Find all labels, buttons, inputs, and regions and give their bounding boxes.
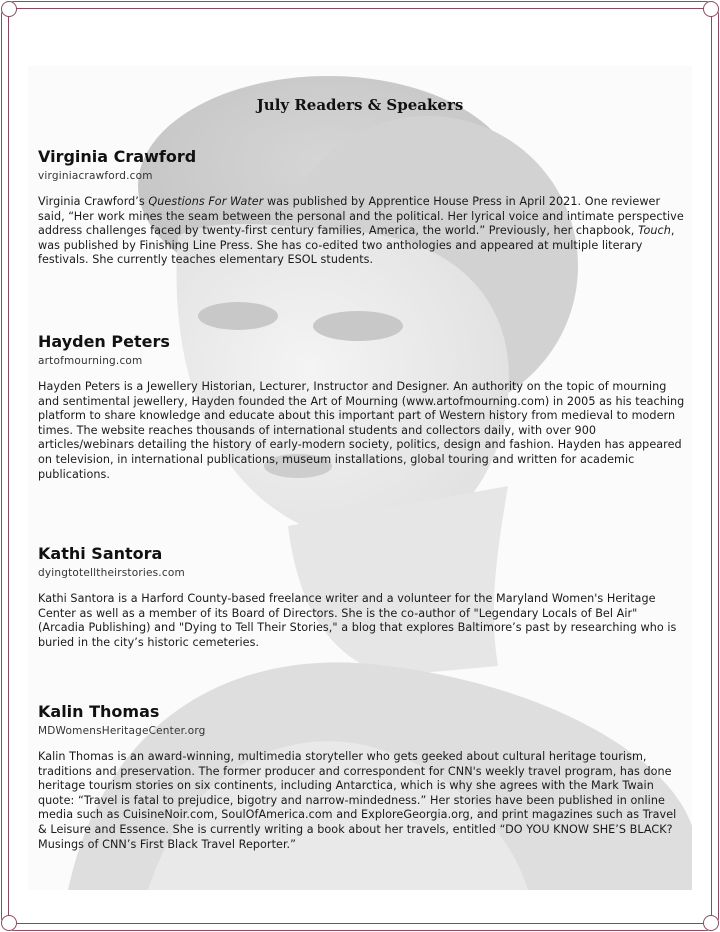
book-title: Questions For Water <box>148 195 264 208</box>
speaker-bio: Virginia Crawford’s Questions For Water was published by Apprentice House Press in April 2021. One reviewer said, “Her work mines the seam between the personal and the political. Her lyrical voice and intimate perspective address challenges faced by twenty-first century families, America, the world.” Previously, her chapbook, Touch, was published by Finishing Line Press. She has co-edited two anthologies and appeared at multiple literary festivals. She currently teaches elementary ESOL students. <box>38 195 684 267</box>
speaker-bio: Kalin Thomas is an award-winning, multimedia storyteller who gets geeked about cultural heritage tourism, traditions and preservation. The former producer and correspondent for CNN's weekly travel program, has done heritage tourism stories on six continents, including Antarctica, which is why she agrees with the Mark Twain quote: “Travel is fatal to prejudice, bigotry and narrow-mindedness.” Her stories have been published in online media such as CuisineNoir.com, SoulOfAmerica.com and ExploreGeorgia.org, and print magazines such as Travel & Leisure and Essence. She is currently writing a book about her travels, entitled “DO YOU KNOW SHE’S BLACK? Musings of CNN’s First Black Travel Reporter.” <box>38 750 677 851</box>
speaker-website[interactable]: MDWomensHeritageCenter.org <box>38 725 206 737</box>
speaker-name: Kathi Santora <box>38 544 163 563</box>
corner-ornament <box>703 1 719 17</box>
speaker-section <box>38 147 686 268</box>
speaker-website[interactable]: artofmourning.com <box>38 355 143 367</box>
corner-ornament <box>703 915 719 931</box>
speaker-section <box>38 332 686 482</box>
speaker-section <box>38 544 686 650</box>
speaker-website[interactable]: virginiacrawford.com <box>38 170 153 182</box>
speaker-website[interactable]: dyingtotelltheirstories.com <box>38 567 185 579</box>
speaker-name: Kalin Thomas <box>38 702 160 721</box>
corner-ornament <box>1 915 17 931</box>
page-title: July Readers & Speakers <box>256 96 464 114</box>
speaker-bio: Kathi Santora is a Harford County-based freelance writer and a volunteer for the Maryland Women's Heritage Center as well as a member of its Board of Directors. She is the co-author of "Legendary Locals of Bel Air" (Arcadia Publishing) and "Dying to Tell Their Stories," a blog that explores Baltimore’s past by researching who is buried in the city’s historic cemeteries. <box>38 592 677 649</box>
speaker-name: Virginia Crawford <box>38 147 197 166</box>
speaker-bio: Hayden Peters is a Jewellery Historian, Lecturer, Instructor and Designer. An authority on the topic of mourning and sentimental jewellery, Hayden founded the Art of Mourning (www.artofmourning.com) in 2005 as his teaching platform to share knowledge and educate about this important part of Western history from medieval to modern times. The website reaches thousands of international students and collectors daily, with over 900 articles/webinars detailing the history of early-modern society, politics, design and fashion. Hayden has appeared on television, in international publications, museum installations, global touring and written for academic publications. <box>38 380 685 481</box>
speaker-name: Hayden Peters <box>38 332 170 351</box>
corner-ornament <box>1 1 17 17</box>
book-title: Touch <box>637 224 671 238</box>
speaker-section <box>38 702 686 852</box>
